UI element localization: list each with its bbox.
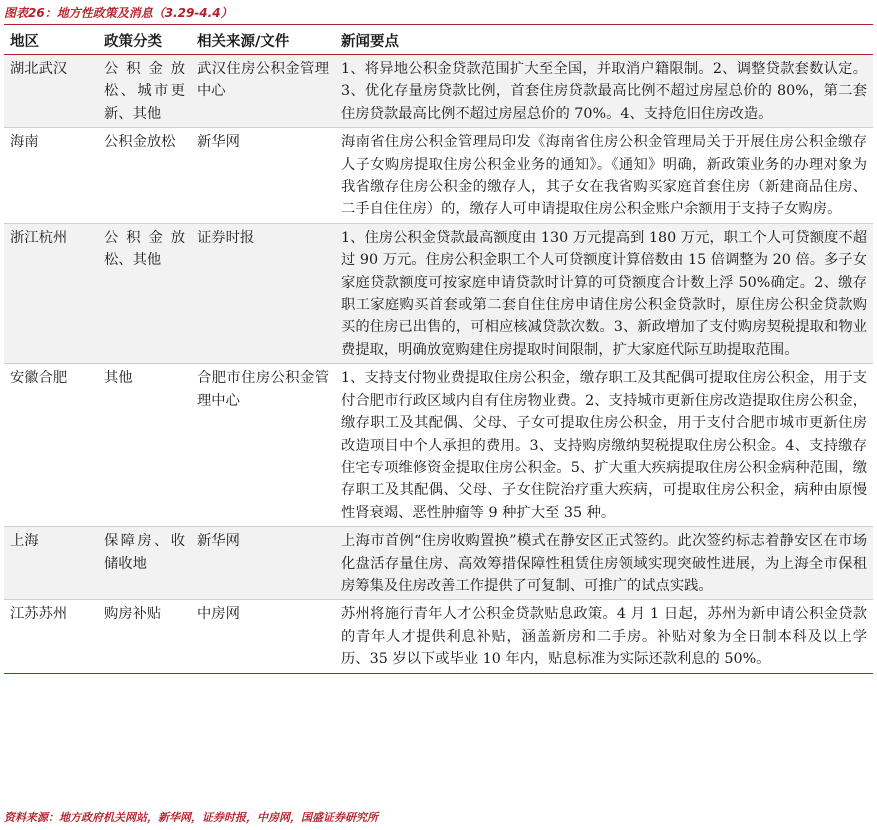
figure-title: 图表26：地方性政策及消息（3.29-4.4） (4, 2, 873, 25)
source-note: 资料来源：地方政府机关网站，新华网，证券时报，中房网，国盛证券研究所 (4, 811, 378, 824)
table-row (4, 364, 873, 527)
cell-source: 武汉住房公积金管理中心 (191, 55, 335, 128)
policy-table (4, 26, 873, 674)
table-row (4, 527, 873, 600)
table-header-row (4, 26, 873, 55)
cell-category: 公积金放松、城市更新、其他 (98, 55, 191, 128)
cell-points: 苏州将施行青年人才公积金贷款贴息政策。4 月 1 日起，苏州为新申请公积金贷款的青年人才提供利息补贴，涵盖新房和二手房。补贴对象为全日制本科及以上学历、35 岁以下或毕业 10 年内，贴息标准为实际还款利息的 50%。 (335, 600, 873, 673)
cell-source: 中房网 (191, 600, 335, 673)
cell-category: 购房补贴 (98, 600, 191, 673)
cell-region: 海南 (4, 128, 98, 224)
cell-region: 湖北武汉 (4, 55, 98, 128)
cell-region: 上海 (4, 527, 98, 600)
cell-category: 其他 (98, 364, 191, 527)
cell-points: 1、支持支付物业费提取住房公积金，缴存职工及其配偶可提取住房公积金，用于支付合肥市行政区域内自有住房物业费。2、支持城市更新住房改造提取住房公积金，缴存职工及其配偶、父母、子女可提取住房公积金，用于支付合肥市城市更新住房改造项目中个人承担的费用。3、支持购房缴纳契税提取住房公积金。4、支持缴存住宅专项维修资金提取住房公积金。5、扩大重大疾病提取住房公积金病种范围，缴存职工及其配偶、父母、子女住院治疗重大疾病，可提取住房公积金，病种由原慢性肾衰竭、恶性肿瘤等 9 种扩大至 35 种。 (335, 364, 873, 527)
cell-points: 海南省住房公积金管理局印发《海南省住房公积金管理局关于开展住房公积金缴存人子女购房提取住房公积金业务的通知》。《通知》明确，新政策业务的办理对象为我省缴存住房公积金的缴存人，其子女在我省购买家庭首套住房（新建商品住房、二手自住住房）的，缴存人可申请提取住房公积金账户余额用于支持子女购房。 (335, 128, 873, 224)
cell-category: 公积金放松 (98, 128, 191, 224)
table-row (4, 600, 873, 673)
cell-region: 江苏苏州 (4, 600, 98, 673)
header-category: 政策分类 (98, 26, 191, 55)
cell-points: 1、住房公积金贷款最高额度由 130 万元提高到 180 万元，职工个人可贷额度不超过 90 万元。住房公积金职工个人可贷额度计算倍数由 15 倍调整为 20 倍。多子女家庭贷款额度可按家庭申请贷款时计算的可贷额度合计数上浮 50%确定。2、缴存职工家庭购买首套或第二套自住住房申请住房公积金贷款时，原住房公积金贷款购买的住房已出售的，可相应核减贷款次数。3、新政增加了支付购房契税提取和物业费提取，明确放宽购建住房提取时间限制，扩大家庭代际互助提取范围。 (335, 223, 873, 363)
header-region: 地区 (4, 26, 98, 55)
header-source: 相关来源/文件 (191, 26, 335, 55)
cell-source: 新华网 (191, 527, 335, 600)
cell-source: 合肥市住房公积金管理中心 (191, 364, 335, 527)
cell-points: 1、将异地公积金贷款范围扩大至全国，并取消户籍限制。2、调整贷款套数认定。3、优化存量房贷款比例，首套住房贷款最高比例不超过房屋总价的 80%，第二套住房贷款最高比例不超过房屋总价的 70%。4、支持危旧住房改造。 (335, 55, 873, 128)
header-points: 新闻要点 (335, 26, 873, 55)
table-row (4, 55, 873, 128)
table-row (4, 223, 873, 363)
cell-category: 公积金放松、其他 (98, 223, 191, 363)
cell-region: 浙江杭州 (4, 223, 98, 363)
cell-source: 新华网 (191, 128, 335, 224)
cell-points: 上海市首例“住房收购置换”模式在静安区正式签约。此次签约标志着静安区在市场化盘活存量住房、高效筹措保障性租赁住房领域实现突破性进展，为上海全市保租房筹集及住房改善工作提供了可复制、可推广的试点实践。 (335, 527, 873, 600)
cell-category: 保障房、收储收地 (98, 527, 191, 600)
cell-region: 安徽合肥 (4, 364, 98, 527)
cell-source: 证券时报 (191, 223, 335, 363)
table-row (4, 128, 873, 224)
